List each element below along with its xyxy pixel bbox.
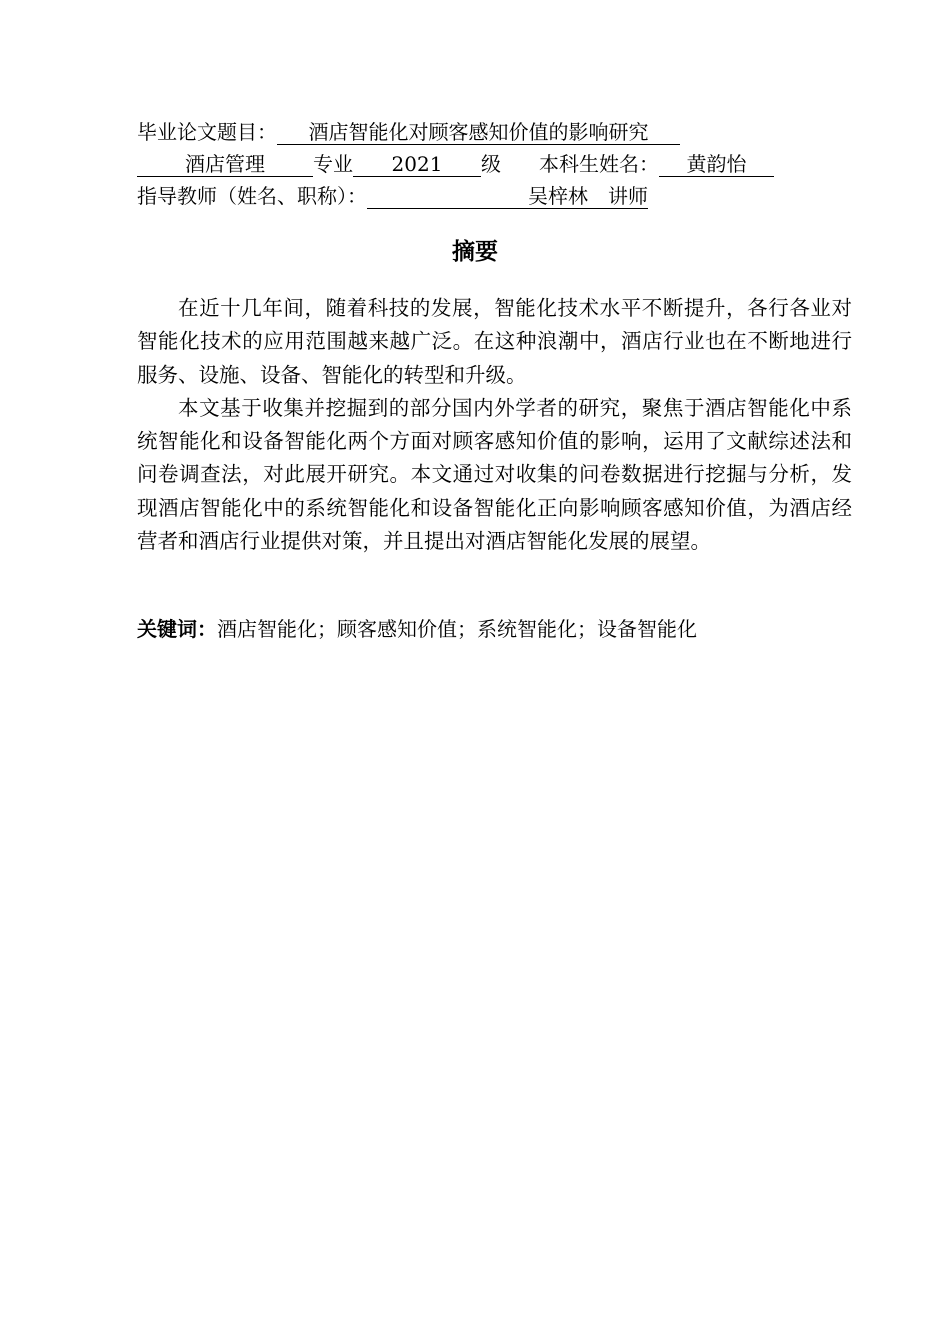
keywords-value: 酒店智能化；顾客感知价值；系统智能化；设备智能化 [217,617,697,641]
student-name-label: 本科生姓名： [539,152,659,176]
major-value: 酒店管理 [137,152,313,177]
abstract-body [137,292,852,558]
student-name-value: 黄韵怡 [659,152,774,177]
major-label: 专业 [313,152,353,176]
thesis-topic-value: 酒店智能化对顾客感知价值的影响研究 [277,120,680,145]
abstract-paragraph: 在近十几年间，随着科技的发展，智能化技术水平不断提升，各行各业对智能化技术的应用范围越来越广泛。在这种浪潮中，酒店行业也在不断地进行服务、设施、设备、智能化的转型和升级。 [137,296,852,387]
advisor-value: 吴梓林 讲师 [367,184,648,209]
abstract-title: 摘要 [452,239,498,265]
grade-value: 2021 [353,152,481,177]
thesis-topic-line [137,118,680,146]
grade-label: 级 [481,152,501,176]
abstract-paragraph: 本文基于收集并挖掘到的部分国内外学者的研究，聚焦于酒店智能化中系统智能化和设备智能化两个方面对顾客感知价值的影响，运用了文献综述法和问卷调查法，对此展开研究。本文通过对收集的问卷数据进行挖掘与分析，发现酒店智能化中的系统智能化和设备智能化正向影响顾客感知价值，为酒店经营者和酒店行业提供对策，并且提出对酒店智能化发展的展望。 [137,395,852,554]
keywords-line [137,614,697,644]
keywords-label: 关键词： [137,617,217,641]
thesis-topic-label: 毕业论文题目： [137,120,277,144]
student-info-line [137,150,774,178]
advisor-label: 指导教师（姓名、职称）： [137,184,367,208]
advisor-line [137,182,648,210]
